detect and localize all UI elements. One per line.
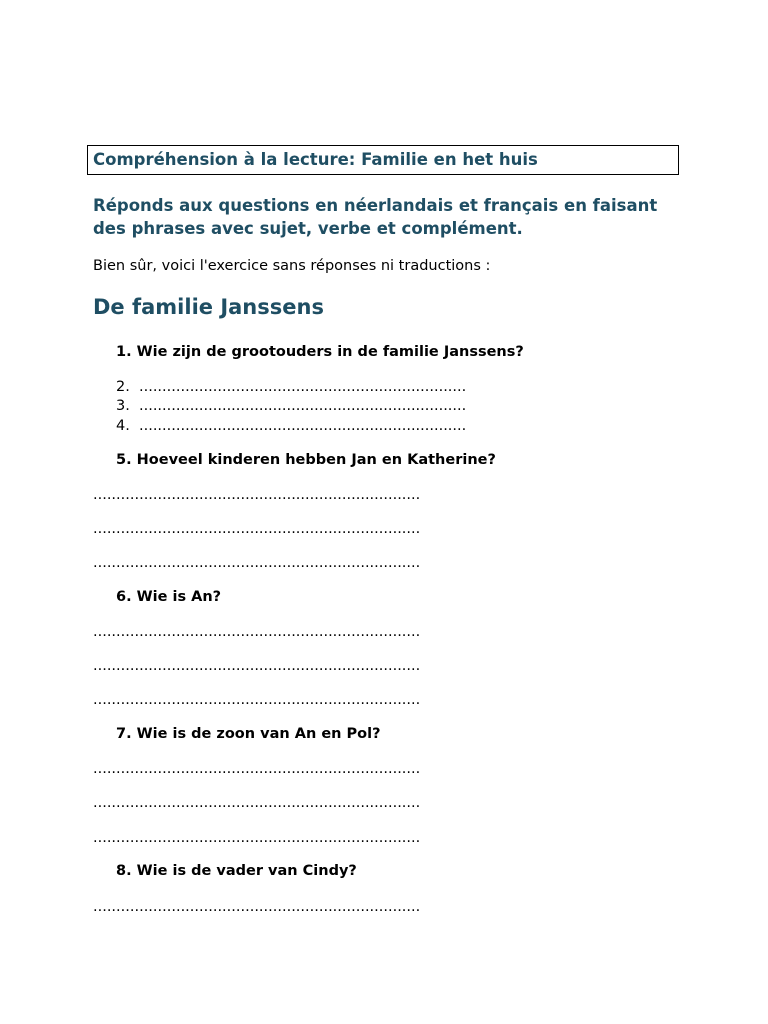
answer-line[interactable]: ....................................................................... <box>93 658 421 674</box>
answer-line[interactable]: ....................................................................... <box>93 624 421 640</box>
answer-line[interactable]: ....................................................................... <box>93 487 421 503</box>
list-item-number: 4. <box>116 418 130 434</box>
list-item[interactable] <box>116 398 466 414</box>
answer-line[interactable]: ....................................................................... <box>93 899 421 915</box>
answer-line[interactable]: ....................................................................... <box>93 795 421 811</box>
question-7: 7. Wie is de zoon van An en Pol? <box>116 726 381 742</box>
answer-line[interactable]: ....................................................................... <box>93 555 421 571</box>
list-item[interactable] <box>116 418 466 434</box>
answer-line[interactable]: ....................................................................... <box>93 761 421 777</box>
intro-text: Bien sûr, voici l'exercice sans réponses ni traductions : <box>93 258 491 274</box>
list-item-number: 3. <box>116 398 130 414</box>
answer-line[interactable]: ....................................................................... <box>139 398 467 414</box>
answer-line[interactable]: ....................................................................... <box>93 830 421 846</box>
answer-line[interactable]: ....................................................................... <box>139 379 467 395</box>
instructions: Réponds aux questions en néerlandais et français en faisant des phrases avec sujet, verbe et complément. <box>93 196 658 238</box>
answer-line[interactable]: ....................................................................... <box>93 692 421 708</box>
section-heading: De familie Janssens <box>93 295 324 319</box>
list-item-number: 2. <box>116 379 130 395</box>
question-1: 1. Wie zijn de grootouders in de familie Janssens? <box>116 344 524 360</box>
answer-line[interactable]: ....................................................................... <box>139 418 467 434</box>
answer-line[interactable]: ....................................................................... <box>93 521 421 537</box>
question-8: 8. Wie is de vader van Cindy? <box>116 863 357 879</box>
question-6: 6. Wie is An? <box>116 589 222 605</box>
list-item[interactable] <box>116 379 466 395</box>
question-5: 5. Hoeveel kinderen hebben Jan en Katherine? <box>116 452 496 468</box>
worksheet-title: Compréhension à la lecture: Familie en het huis <box>87 145 679 175</box>
